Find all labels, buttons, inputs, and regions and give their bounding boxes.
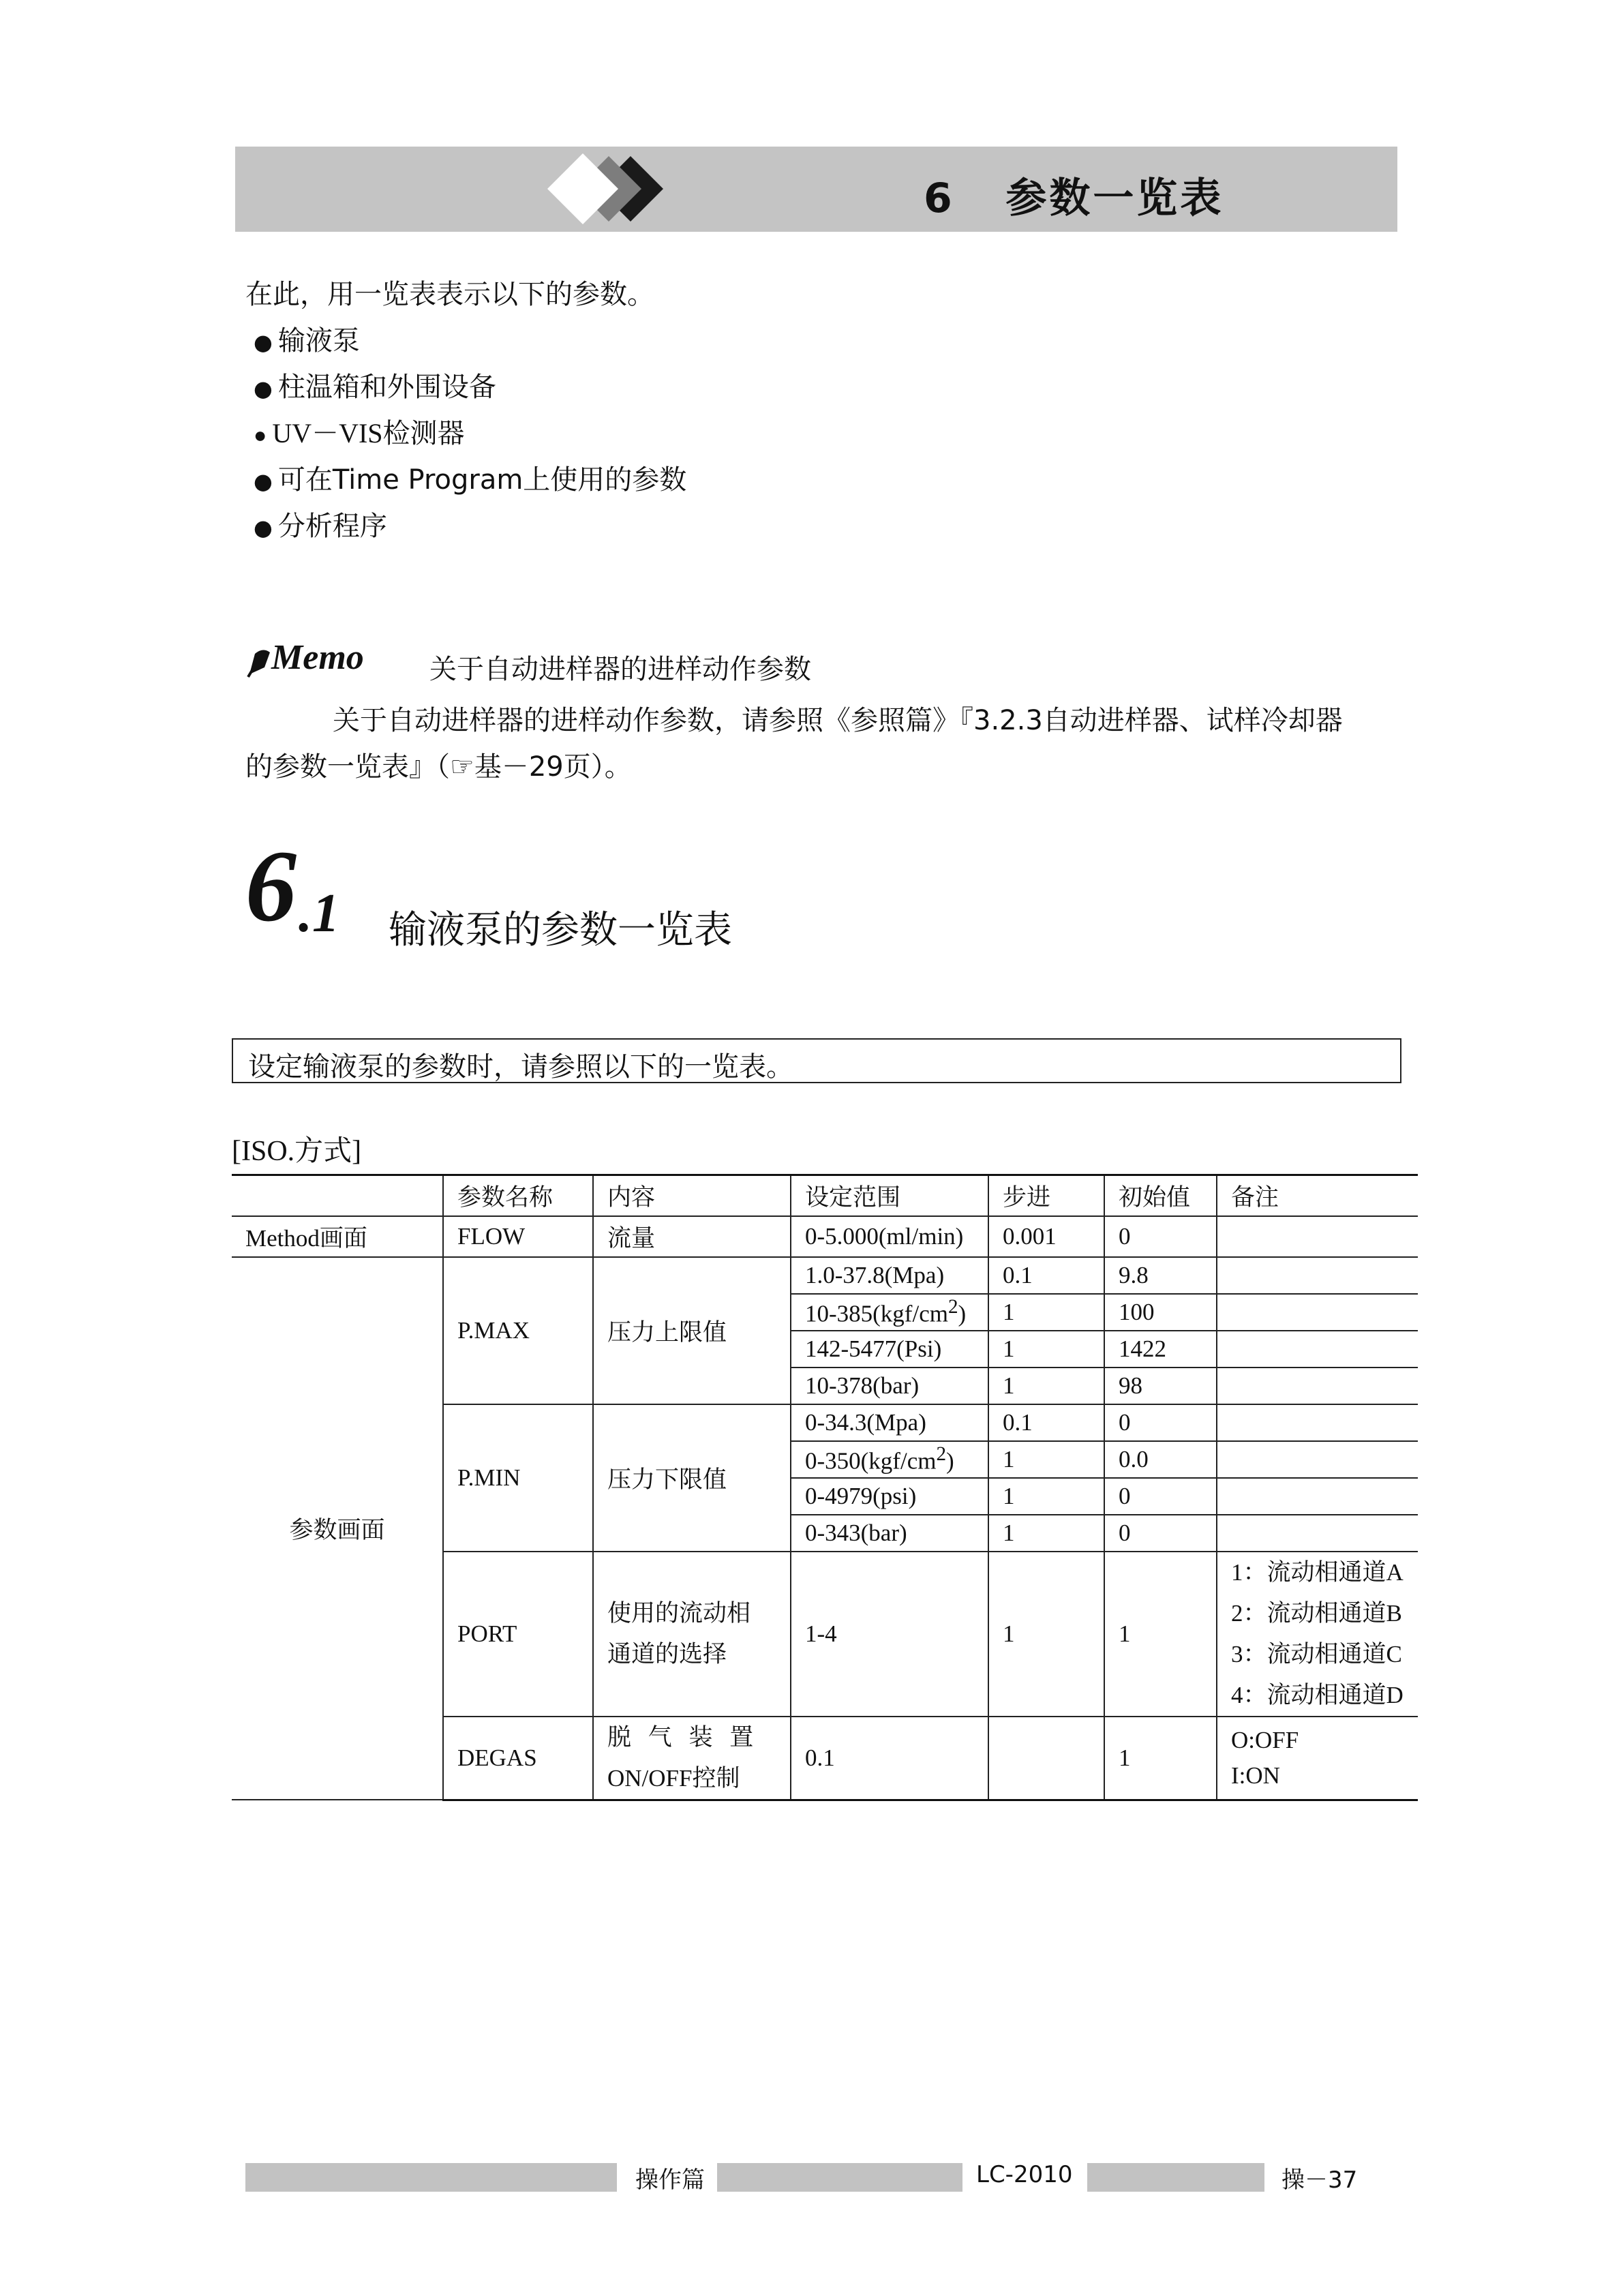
chapter-title: 6 参数一览表	[924, 175, 1224, 222]
table-cell: 0	[1104, 1404, 1217, 1441]
table-cell: 0.1	[791, 1717, 988, 1800]
section-title: 输液泵的参数一览表	[389, 908, 732, 952]
table-cell	[1217, 1441, 1418, 1478]
table-cell	[1217, 1331, 1418, 1368]
table-cell: 脱 气 装 置 ON/OFF控制	[593, 1717, 791, 1800]
footer-bar	[1087, 2163, 1264, 2192]
table-cell: 流量	[593, 1216, 791, 1257]
list-item: ● 输液泵	[254, 325, 360, 357]
table-cell: 1.0-37.8(Mpa)	[791, 1257, 988, 1294]
list-item: ● 柱温箱和外围设备	[254, 372, 496, 403]
table-cell: 压力上限值	[593, 1257, 791, 1404]
table-cell: 0-34.3(Mpa)	[791, 1404, 988, 1441]
table-cell: 0.1	[988, 1257, 1104, 1294]
table-cell: 0.0	[1104, 1441, 1217, 1478]
table-cell	[1217, 1368, 1418, 1404]
memo-title: 关于自动进样器的进样动作参数	[429, 654, 811, 685]
table-cell: $0-350(kgf/cm^2)$	[791, 1441, 988, 1478]
table-cell: 1	[988, 1441, 1104, 1478]
section-number: 6	[245, 830, 297, 943]
list-item: ● UV－VIS检测器	[254, 418, 465, 449]
table-cell: 1-4	[791, 1552, 988, 1717]
table-cell: 9.8	[1104, 1257, 1217, 1294]
footer-bar	[717, 2163, 962, 2192]
table-cell: 1	[988, 1552, 1104, 1717]
table-row	[232, 1257, 1418, 1294]
column-header: 参数名称	[443, 1175, 593, 1216]
column-header: 设定范围	[791, 1175, 988, 1216]
table-cell: P.MAX	[443, 1257, 593, 1404]
table-cell: P.MIN	[443, 1404, 593, 1552]
table-cell: 100	[1104, 1294, 1217, 1331]
table-cell: 0.1	[988, 1404, 1104, 1441]
table-cell: 0-5.000(ml/min)	[791, 1216, 988, 1257]
page-number: 操－37	[1281, 2166, 1358, 2194]
table-header-row	[232, 1175, 1418, 1216]
note-box	[232, 1038, 1401, 1083]
table-cell	[1217, 1216, 1418, 1257]
table-cell: 0.001	[988, 1216, 1104, 1257]
table-cell: 1	[988, 1331, 1104, 1368]
note-text: 设定输液泵的参数时，请参照以下的一览表。	[248, 1051, 793, 1083]
table-cell: 使用的流动相 通道的选择	[593, 1552, 791, 1717]
table-cell: 10-378(bar)	[791, 1368, 988, 1404]
table-cell: 98	[1104, 1368, 1217, 1404]
table-cell: O:OFF I:ON	[1217, 1717, 1418, 1800]
column-header: 步进	[988, 1175, 1104, 1216]
table-cell: 1	[1104, 1717, 1217, 1800]
memo-body-line: 的参数一览表』（☞基－29页）。	[245, 751, 632, 783]
intro-text: 在此，用一览表表示以下的参数。	[245, 279, 654, 310]
chapter-header-bar	[235, 147, 1397, 232]
table-cell: 1：流动相通道A 2：流动相通道B 3：流动相通道C 4：流动相通道D	[1217, 1552, 1418, 1717]
table-cell: 压力下限值	[593, 1404, 791, 1552]
table-cell: 参数画面	[232, 1257, 443, 1800]
list-item: ● 可在Time Program上使用的参数	[254, 464, 687, 496]
table-cell	[1217, 1404, 1418, 1441]
table-cell: PORT	[443, 1552, 593, 1717]
table-cell: 1	[988, 1294, 1104, 1331]
table-cell: 0	[1104, 1478, 1217, 1515]
table-cell: 1	[1104, 1552, 1217, 1717]
memo-label: Memo	[271, 638, 364, 677]
table-cell: DEGAS	[443, 1717, 593, 1800]
column-header: 初始值	[1104, 1175, 1217, 1216]
pencil-icon	[245, 644, 273, 678]
table-cell: Method画面	[232, 1216, 443, 1257]
table-cell	[1217, 1478, 1418, 1515]
parameter-table	[232, 1174, 1418, 1801]
table-cell: 1	[988, 1515, 1104, 1552]
table-row	[232, 1216, 1418, 1257]
table-cell: 142-5477(Psi)	[791, 1331, 988, 1368]
table-cell	[1217, 1294, 1418, 1331]
table-label: [ISO.方式]	[232, 1136, 362, 1167]
footer-bar	[245, 2163, 617, 2192]
column-header	[232, 1175, 443, 1216]
table-cell: 0	[1104, 1216, 1217, 1257]
column-header: 内容	[593, 1175, 791, 1216]
section-subnumber: .1	[299, 883, 339, 943]
memo-body-line: 关于自动进样器的进样动作参数，请参照《参照篇》『3.2.3自动进样器、试样冷却器	[333, 705, 1343, 736]
footer-section: 操作篇	[635, 2166, 705, 2194]
table-cell	[988, 1717, 1104, 1800]
diamond-arrows-icon	[528, 147, 699, 232]
table-cell: 1	[988, 1478, 1104, 1515]
list-item: ● 分析程序	[254, 511, 387, 542]
table-cell: FLOW	[443, 1216, 593, 1257]
table-cell: 0-343(bar)	[791, 1515, 988, 1552]
table-cell: 1422	[1104, 1331, 1217, 1368]
table-cell: 0-4979(psi)	[791, 1478, 988, 1515]
footer-model: LC-2010	[976, 2161, 1073, 2188]
table-cell: 1	[988, 1368, 1104, 1404]
table-cell: $10-385(kgf/cm^2)$	[791, 1294, 988, 1331]
table-cell: 0	[1104, 1515, 1217, 1552]
table-cell	[1217, 1515, 1418, 1552]
column-header: 备注	[1217, 1175, 1418, 1216]
table-cell	[1217, 1257, 1418, 1294]
